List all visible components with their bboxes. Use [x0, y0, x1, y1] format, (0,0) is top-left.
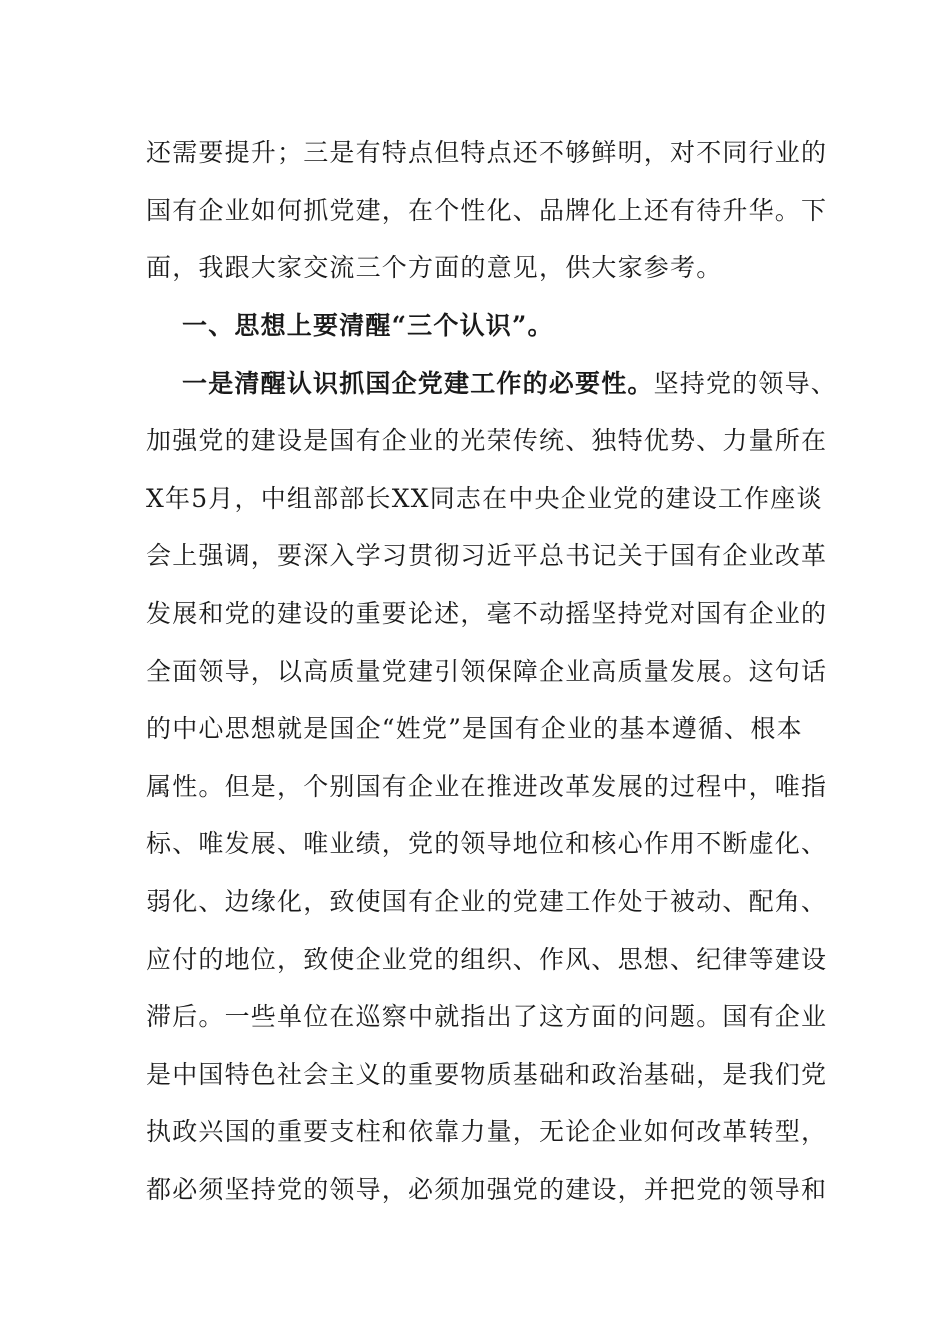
paragraph-line: 的中心思想就是国企“姓党”是国有企业的基本遵循、根本 — [146, 714, 803, 743]
paragraph-first-line — [182, 364, 837, 404]
paragraph-line: X年5月，中组部部长XX同志在中央企业党的建设工作座谈 — [146, 484, 823, 513]
paragraph-line: 是中国特色社会主义的重要物质基础和政治基础，是我们党 — [146, 1060, 828, 1089]
paragraph-line: 执政兴国的重要支柱和依靠力量，无论企业如何改革转型， — [146, 1117, 828, 1146]
paragraph-line: 滞后。一些单位在巡察中就指出了这方面的问题。国有企业 — [146, 1002, 828, 1031]
paragraph-line: 发展和党的建设的重要论述，毫不动摇坚持党对国有企业的 — [146, 599, 828, 628]
paragraph-line: 还需要提升；三是有特点但特点还不够鲜明，对不同行业的 — [146, 138, 828, 167]
paragraph-line: 标、唯发展、唯业绩，党的领导地位和核心作用不断虚化、 — [146, 829, 828, 858]
paragraph-line: 应付的地位，致使企业党的组织、作风、思想、纪律等建设 — [146, 945, 828, 974]
subheading-lead: 一是清醒认识抓国企党建工作的必要性。 — [182, 369, 654, 398]
paragraph-line: 都必须坚持党的领导，必须加强党的建设，并把党的领导和 — [146, 1175, 828, 1204]
paragraph-line: 会上强调，要深入学习贯彻习近平总书记关于国有企业改革 — [146, 541, 828, 570]
paragraph-line: 加强党的建设是国有企业的光荣传统、独特优势、力量所在 — [146, 426, 828, 455]
paragraph-line: 国有企业如何抓党建，在个性化、品牌化上还有待升华。下 — [146, 196, 828, 225]
section-heading: 一、思想上要清醒“三个认识”。 — [182, 311, 554, 340]
paragraph-text: 坚持党的领导、 — [653, 369, 838, 398]
paragraph-line: 面，我跟大家交流三个方面的意见，供大家参考。 — [146, 253, 723, 282]
paragraph-line: 属性。但是，个别国有企业在推进改革发展的过程中，唯指 — [146, 772, 828, 801]
paragraph-line: 全面领导，以高质量党建引领保障企业高质量发展。这句话 — [146, 657, 828, 686]
paragraph-line: 弱化、边缘化，致使国有企业的党建工作处于被动、配角、 — [146, 887, 828, 916]
